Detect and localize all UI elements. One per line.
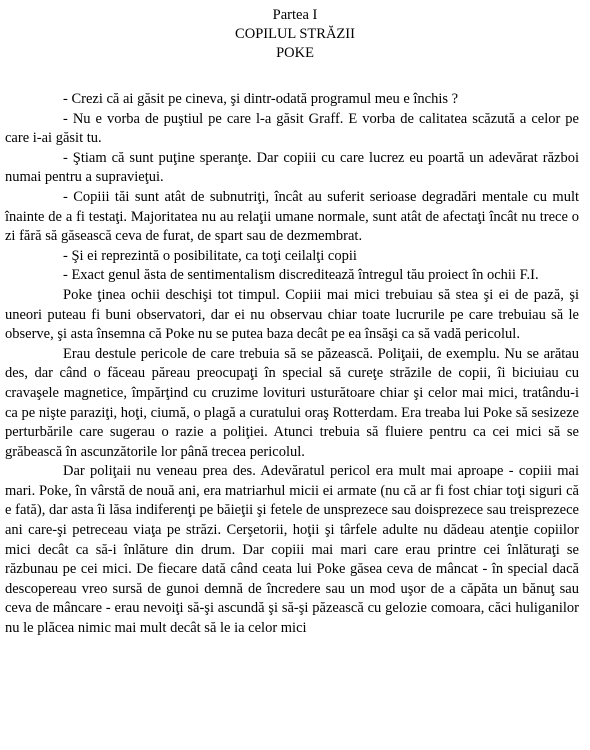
paragraph: Erau destule pericole de care trebuia să se păzească. Poliţaii, de exemplu. Nu se arătau des, dar când o făceau păreau preocupaţi în special să cureţe străzile de copii, îi biciuiau cu cravaşele magnetice, împărţind cu cruzime lovituri usturătoare chiar şi celor mai mici, tratându-i ca pe nişte paraziţi, hoţi, ciumă, o plagă a curatului oraş Rotterdam. Era treaba lui Poke să sesizeze perturbările care sugerau o razie a poliţiei. Atunci trebuia să fluiere pentru ca cei mici să se grăbească în ascunzătorile lor până trecea pericolul. (5, 345, 579, 460)
paragraph: - Nu e vorba de puştiul pe care l-a găsit Graff. E vorba de calitatea scăzută a celor pe care i-ai găsit tu. (5, 110, 579, 147)
paragraph: - Exact genul ăsta de sentimentalism discreditează întregul tău proiect în ochii F.I. (63, 267, 539, 284)
paragraph: - Ştiam că sunt puţine speranţe. Dar copiii cu care lucrez eu poartă un adevărat război numai pentru a supravieţui. (5, 149, 579, 186)
section-title: POKE (276, 45, 314, 61)
chapter-heading (0, 0, 590, 63)
paragraph: - Crezi că ai găsit pe cineva, şi dintr-odată programul meu e închis ? (63, 91, 459, 107)
paragraph: - Copiii tăi sunt atât de subnutriţi, încât au suferit serioase degradări mentale cu mult înainte de a fi testaţi. Majoritatea nu au relaţii umane normale, sunt atât de afectaţi încât nu trece o zi fără să găsească ceva de furat, de spart sau de dezmembrat. (5, 188, 579, 245)
body-text (5, 90, 579, 639)
paragraph: Dar poliţaii nu veneau prea des. Adevăratul pericol era mult mai aproape - copiii mai mari. Poke, în vârstă de nouă ani, era matriarhul micii ei armate (nu că ar fi fost chiar toţi siguri că e fată), dar asta îi lăsa indiferenţi pe băieţii şi fetele de unsprezece sau doisprezece sau treisprezece ani care-şi petreceau viaţa pe străzi. Cerşetorii, hoţii şi târfele adulte nu dădeau atenţie copiilor mici decât ca să-i înlăture din drum. Dar copiii mai mari care erau printre cei înlăturaţi se răzbunau pe cei mici. De fiecare dată când ceata lui Poke găsea ceva de mâncat - în special dacă descopereau vreo sursă de gunoi demnă de încredere sau un mod uşor de a căpăta un bănuţ sau ceva de mâncare - erau nevoiţi să-şi ascundă şi să-şi păzească cu gelozie comoara, căci huliganilor nu le plăcea nimic mai mult decât să le ia celor mici (5, 463, 579, 637)
chapter-title: COPILUL STRĂZII (235, 26, 355, 42)
paragraph: Poke ţinea ochii deschişi tot timpul. Copiii mai mici trebuiau să stea şi ei de pază, şi uneori puteau fi buni observatori, dar ei nu observau chiar toate lucrurile pe care trebuiau să le observe, şi asta însemna că Poke nu se putea baza decât pe ea însăşi ca să vadă pericolul. (5, 286, 579, 343)
paragraph: - Şi ei reprezintă o posibilitate, ca toţi ceilalţi copii (63, 247, 357, 264)
part-title: Partea I (272, 7, 318, 23)
